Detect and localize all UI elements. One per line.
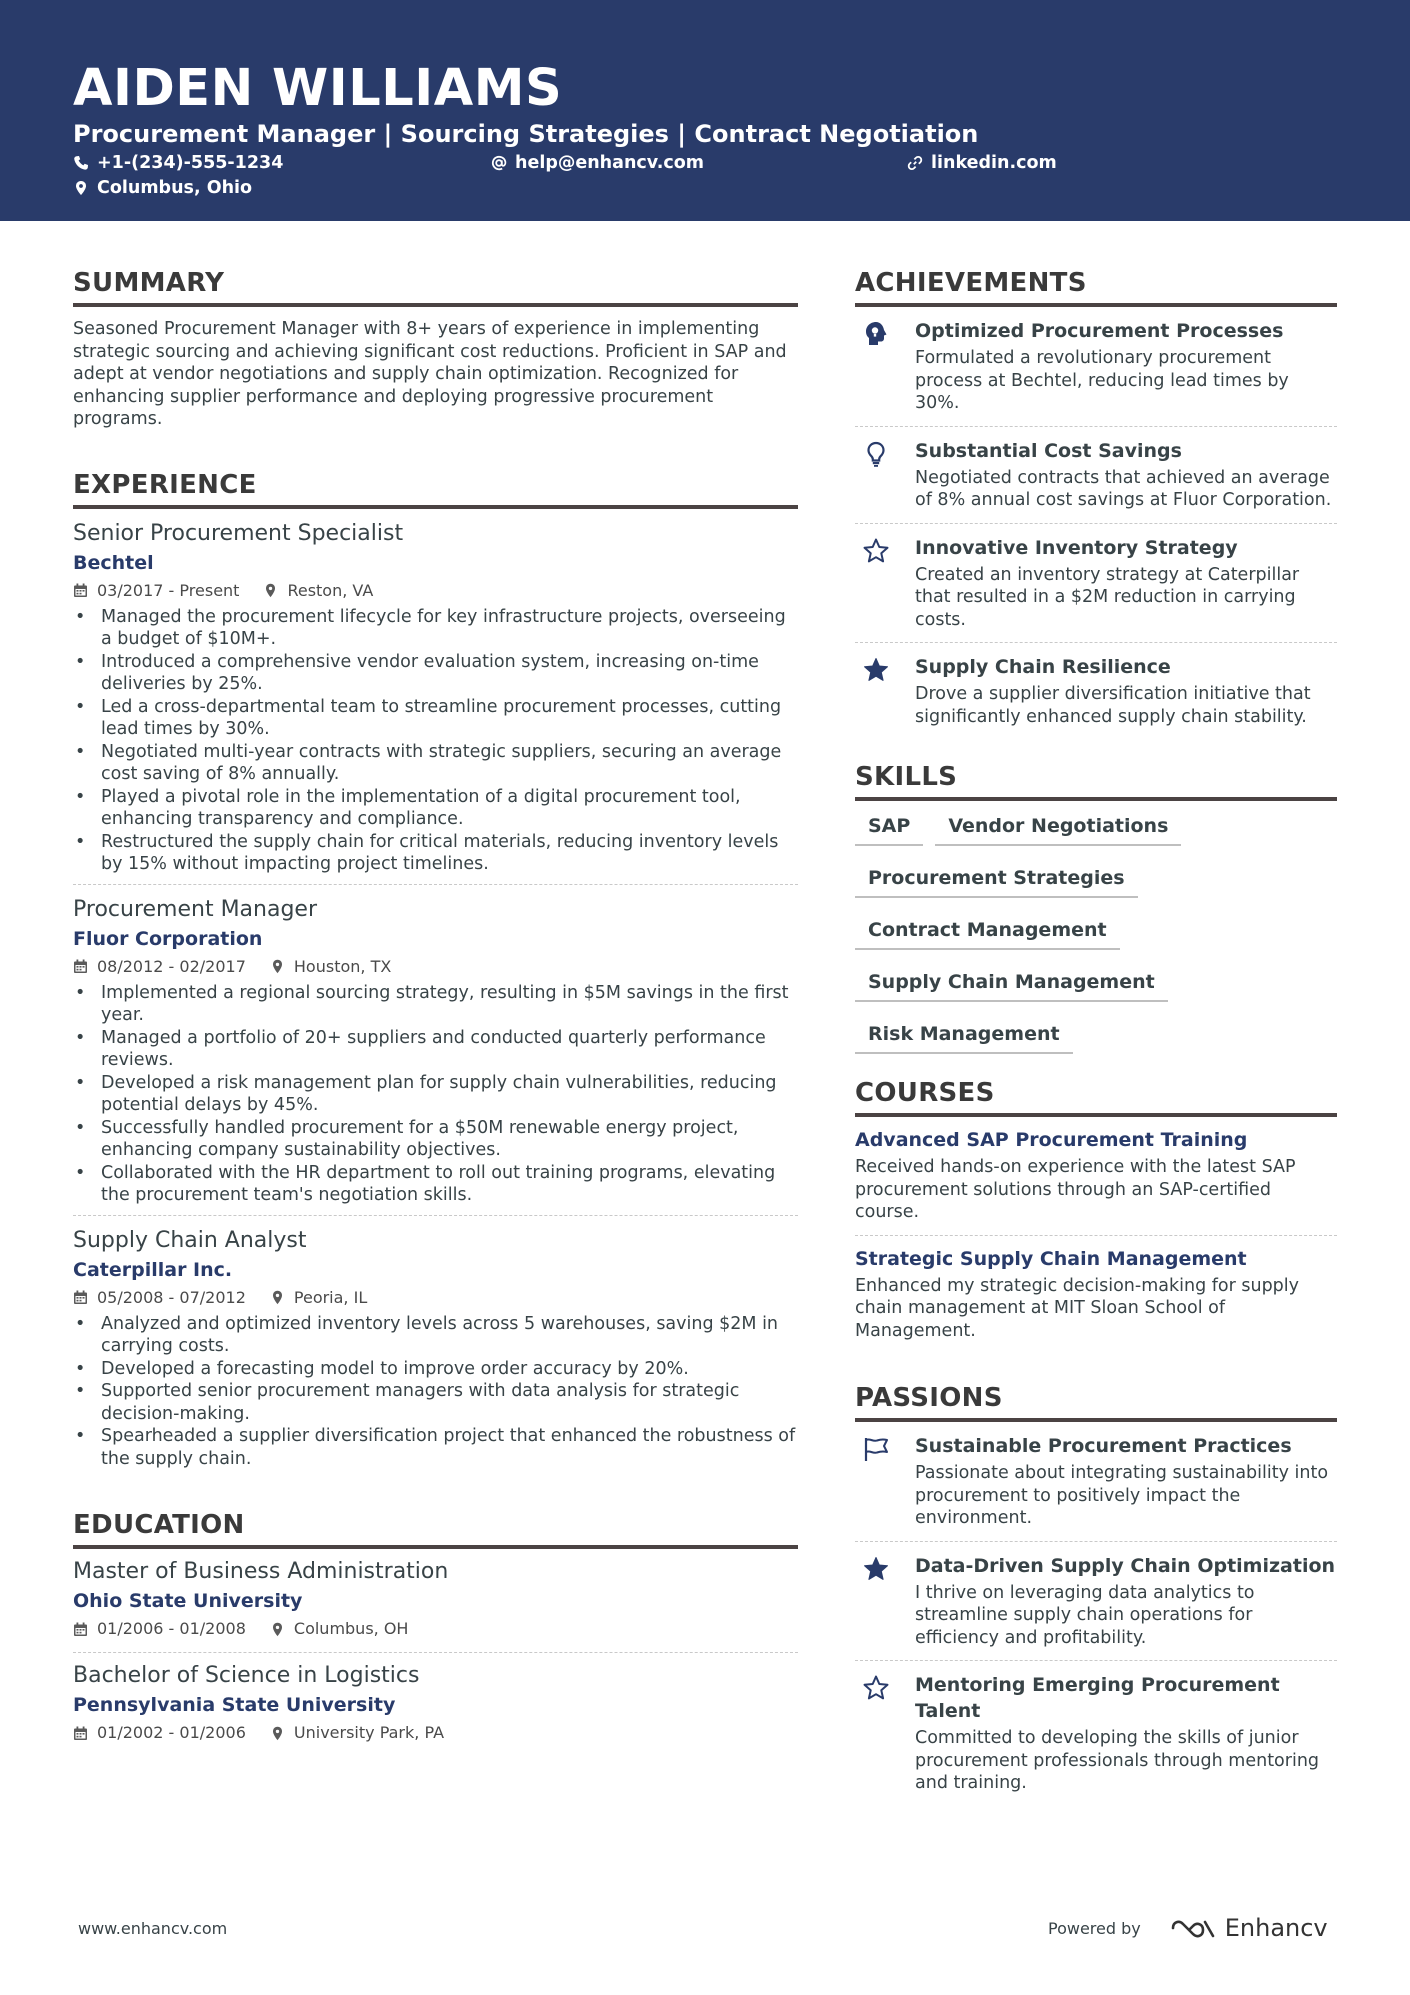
- bullet-item: • Analyzed and optimized inventory levels across 5 warehouses, saving $2M in carrying costs.: [73, 1313, 798, 1358]
- job-meta: [73, 1287, 798, 1309]
- at-icon: [491, 155, 507, 171]
- achievement-title: Supply Chain Resilience: [915, 656, 1171, 678]
- job-location-text: Peoria, IL: [293, 1287, 368, 1307]
- achievement-title: Innovative Inventory Strategy: [915, 536, 1238, 559]
- courses-section: [855, 1076, 1337, 1353]
- candidate-name: AIDEN WILLIAMS: [73, 59, 563, 118]
- location-pin-icon: [270, 959, 285, 974]
- courses-heading: COURSES: [855, 1076, 1337, 1117]
- education-location: [270, 1722, 444, 1744]
- bullet-item: • Managed a portfolio of 20+ suppliers and conducted quarterly performance reviews.: [73, 1027, 798, 1072]
- skill-tag: Procurement Strategies: [855, 865, 1138, 898]
- calendar-icon: [73, 1622, 88, 1637]
- education-entry: [73, 1549, 798, 1653]
- job-location: [270, 956, 391, 978]
- job-location: [263, 580, 373, 602]
- job-dates: 08/2012 - 02/2017: [97, 956, 246, 976]
- education-heading: EDUCATION: [73, 1508, 798, 1549]
- location-pin-icon: [73, 180, 89, 196]
- course-description: Enhanced my strategic decision-making for supply chain management at MIT Sloan School of Management.: [855, 1275, 1300, 1341]
- bullet-item: • Led a cross-departmental team to streamline procurement processes, cutting lead times by 30%.: [73, 696, 798, 741]
- passion-description: I thrive on leveraging data analytics to streamline supply chain operations for efficiency and profitability.: [915, 1582, 1255, 1648]
- bullet-item: • Spearheaded a supplier diversification project that enhanced the robustness of the supply chain.: [73, 1425, 798, 1470]
- bullet-item: • Supported senior procurement managers with data analysis for strategic decision-making.: [73, 1380, 798, 1425]
- contact-linkedin[interactable]: [907, 151, 1057, 175]
- achievement-description: Drove a supplier diversification initiative that significantly enhanced supply chain stability.: [915, 684, 1311, 727]
- job-title: Senior Procurement Specialist: [73, 520, 404, 546]
- summary-text: Seasoned Procurement Manager with 8+ years of experience in implementing strategic sourcing and achieving significant cost reductions. Proficient in SAP and adept at vendor negotiations and supply chain optimization. Recognized for enhancing supplier performance and deploying progressive procurement programs.: [73, 319, 787, 429]
- company-name: Fluor Corporation: [73, 927, 263, 950]
- course-title: Advanced SAP Procurement Training: [855, 1129, 1248, 1151]
- job-location-text: Houston, TX: [293, 956, 392, 976]
- achievement-item: [855, 524, 1337, 644]
- passion-item: [855, 1542, 1337, 1662]
- education-location-text: University Park, PA: [293, 1723, 445, 1742]
- job-title: Supply Chain Analyst: [73, 1227, 307, 1253]
- calendar-icon: [73, 959, 88, 974]
- job-location: [270, 1287, 367, 1309]
- job-bullets: [73, 982, 798, 1207]
- achievements-section: [855, 266, 1337, 739]
- link-icon: [907, 155, 923, 171]
- education-entry: [73, 1653, 798, 1756]
- contact-email[interactable]: [491, 151, 704, 175]
- bullet-item: • Played a pivotal role in the implementation of a digital procurement tool, enhancing transparency and compliance.: [73, 786, 798, 831]
- passion-title: Sustainable Procurement Practices: [915, 1435, 1292, 1457]
- course-title: Strategic Supply Chain Management: [855, 1247, 1247, 1270]
- star-outline-icon: [862, 1674, 890, 1702]
- company-name: Caterpillar Inc.: [73, 1258, 233, 1281]
- location-pin-icon: [270, 1622, 285, 1637]
- lightbulb-icon: [862, 440, 890, 468]
- education-dates: 01/2002 - 01/2006: [97, 1723, 246, 1742]
- course-item: [855, 1236, 1337, 1354]
- experience-entry: [73, 509, 798, 885]
- footer-website[interactable]: www.enhancv.com: [78, 1919, 228, 1938]
- achievement-title: Optimized Procurement Processes: [915, 320, 1284, 342]
- experience-entry: [73, 1216, 798, 1479]
- contact-phone[interactable]: [73, 151, 283, 175]
- education-meta: [73, 1618, 798, 1640]
- bullet-item: • Successfully handled procurement for a $50M renewable energy project, enhancing company sustainability objectives.: [73, 1117, 798, 1162]
- passion-description: Committed to developing the skills of junior procurement professionals through mentoring and training.: [915, 1728, 1320, 1793]
- achievement-description: Negotiated contracts that achieved an average of 8% annual cost savings at Fluor Corporation.: [915, 467, 1332, 510]
- flag-icon: [862, 1435, 890, 1463]
- resume-header: [0, 0, 1410, 221]
- bullet-item: • Developed a risk management plan for supply chain vulnerabilities, reducing potential delays by 45%.: [73, 1072, 798, 1117]
- skill-tag: Supply Chain Management: [855, 969, 1168, 1002]
- passions-heading: PASSIONS: [855, 1381, 1337, 1422]
- linkedin-url: linkedin.com: [931, 153, 1057, 173]
- achievement-item: [855, 307, 1337, 427]
- email-address: help@enhancv.com: [515, 153, 705, 173]
- passion-title: Mentoring Emerging Procurement Talent: [915, 1674, 1280, 1722]
- star-filled-icon: [862, 656, 890, 684]
- candidate-headline: Procurement Manager | Sourcing Strategies | Contract Negotiation: [73, 120, 979, 148]
- location-text: Columbus, Ohio: [97, 178, 253, 198]
- job-bullets: [73, 606, 798, 876]
- passion-description: Passionate about integrating sustainability into procurement to positively impact the environment.: [915, 1463, 1329, 1528]
- passion-title: Data-Driven Supply Chain Optimization: [915, 1554, 1336, 1577]
- education-section: [73, 1508, 798, 1756]
- bullet-item: • Negotiated multi-year contracts with strategic suppliers, securing an average cost saving of 8% annually.: [73, 741, 798, 786]
- education-location: [270, 1618, 409, 1640]
- phone-number: +1-(234)-555-1234: [97, 153, 284, 173]
- job-location-text: Reston, VA: [287, 580, 374, 600]
- job-dates: 05/2008 - 07/2012: [97, 1287, 246, 1307]
- calendar-icon: [73, 583, 88, 598]
- achievements-heading: ACHIEVEMENTS: [855, 266, 1337, 307]
- job-dates: 03/2017 - Present: [97, 580, 240, 600]
- bullet-item: • Managed the procurement lifecycle for key infrastructure projects, overseeing a budget of $10M+.: [73, 606, 798, 651]
- phone-icon: [73, 155, 89, 171]
- calendar-icon: [73, 1290, 88, 1305]
- achievement-title: Substantial Cost Savings: [915, 439, 1182, 462]
- bullet-item: • Collaborated with the HR department to roll out training programs, elevating the procurement team's negotiation skills.: [73, 1162, 798, 1207]
- job-meta: [73, 580, 798, 602]
- footer-branding: [1048, 1914, 1328, 1942]
- right-column: [855, 266, 1337, 1806]
- brand-name: Enhancv: [1224, 1914, 1328, 1942]
- education-dates: 01/2006 - 01/2008: [97, 1619, 246, 1638]
- left-column: [73, 266, 798, 1756]
- achievement-item: [855, 643, 1337, 739]
- skill-tag: SAP: [855, 813, 923, 846]
- powered-by-label: Powered by: [1048, 1918, 1141, 1938]
- passion-item: [855, 1422, 1337, 1542]
- achievement-description: Formulated a revolutionary procurement process at Bechtel, reducing lead times by 30%.: [915, 348, 1289, 413]
- skills-list: [855, 813, 1337, 1054]
- location-pin-icon: [270, 1290, 285, 1305]
- star-outline-icon: [862, 537, 890, 565]
- bullet-item: • Implemented a regional sourcing strategy, resulting in $5M savings in the first year.: [73, 982, 798, 1027]
- calendar-icon: [73, 1726, 88, 1741]
- degree-title: Master of Business Administration: [73, 1559, 449, 1584]
- bullet-item: • Introduced a comprehensive vendor evaluation system, increasing on-time deliveries by 25%.: [73, 651, 798, 696]
- skills-section: [855, 760, 1337, 1054]
- school-name: Pennsylvania State University: [73, 1694, 396, 1716]
- passions-section: [855, 1381, 1337, 1806]
- experience-heading: EXPERIENCE: [73, 468, 798, 509]
- company-name: Bechtel: [73, 551, 154, 574]
- course-description: Received hands-on experience with the latest SAP procurement solutions through an SAP-certified course.: [855, 1157, 1296, 1222]
- skill-tag: Vendor Negotiations: [935, 813, 1181, 846]
- location-pin-icon: [270, 1726, 285, 1741]
- bullet-item: • Developed a forecasting model to improve order accuracy by 20%.: [73, 1358, 798, 1381]
- job-bullets: [73, 1313, 798, 1471]
- summary-section: [73, 266, 798, 431]
- bullet-item: • Restructured the supply chain for critical materials, reducing inventory levels by 15% without impacting project timelines.: [73, 831, 798, 876]
- education-location-text: Columbus, OH: [293, 1619, 409, 1638]
- skill-tag: Contract Management: [855, 917, 1120, 950]
- achievement-description: Created an inventory strategy at Caterpillar that resulted in a $2M reduction in carrying costs.: [915, 564, 1300, 630]
- skill-tag: Risk Management: [855, 1021, 1073, 1054]
- school-name: Ohio State University: [73, 1590, 303, 1612]
- passion-item: [855, 1661, 1337, 1806]
- education-meta: [73, 1722, 798, 1744]
- enhancv-logo-icon: [1169, 1916, 1217, 1940]
- head-idea-icon: [862, 320, 890, 348]
- experience-section: [73, 468, 798, 1479]
- location-pin-icon: [263, 583, 278, 598]
- degree-title: Bachelor of Science in Logistics: [73, 1663, 420, 1688]
- achievement-item: [855, 427, 1337, 524]
- summary-heading: SUMMARY: [73, 266, 798, 307]
- course-item: [855, 1117, 1337, 1236]
- star-filled-icon: [862, 1555, 890, 1583]
- skills-heading: SKILLS: [855, 760, 1337, 801]
- contact-location: [73, 176, 252, 200]
- job-meta: [73, 956, 798, 978]
- job-title: Procurement Manager: [73, 896, 317, 922]
- enhancv-logo[interactable]: [1169, 1914, 1328, 1942]
- experience-entry: [73, 885, 798, 1216]
